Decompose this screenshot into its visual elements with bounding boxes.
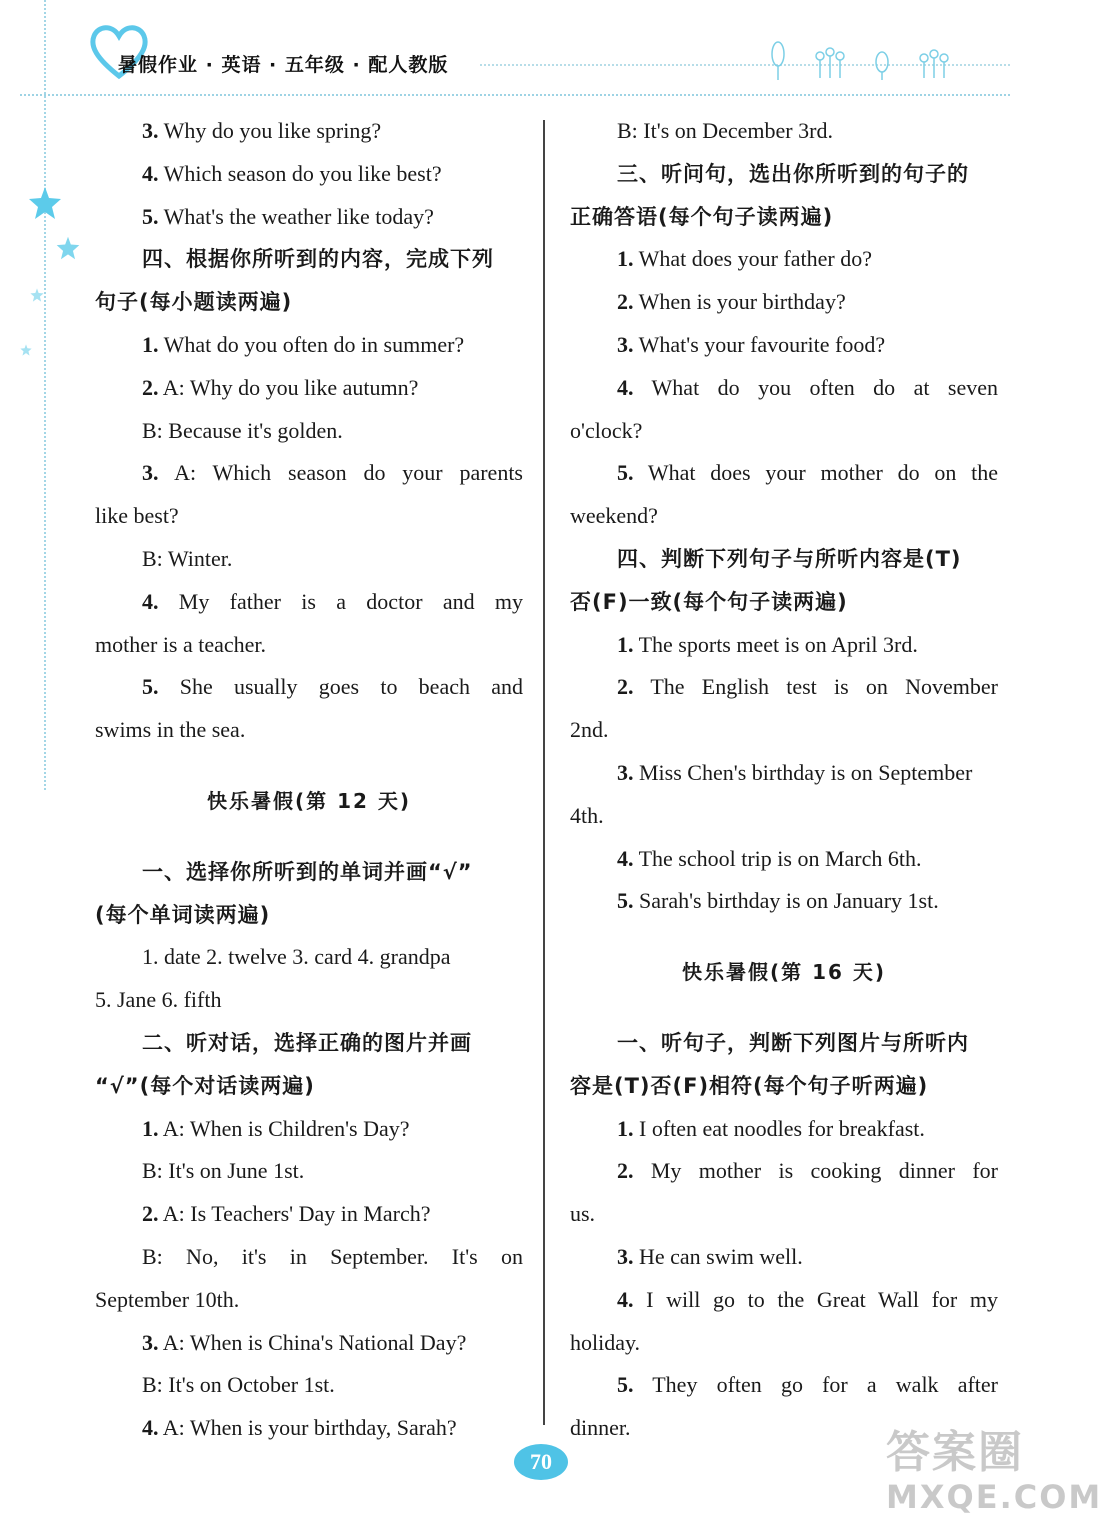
line-text: My mother is cooking dinner for (633, 1158, 998, 1184)
line-text: 三、听问句，选出你所听到的句子的 (617, 161, 969, 186)
item-number: 4. (617, 374, 634, 400)
text-line (95, 196, 523, 239)
line-text: B: Because it's golden. (142, 417, 343, 443)
text-line (95, 666, 523, 709)
line-text: 正确答语(每个句子读两遍) (570, 204, 834, 229)
line-text: o'clock? (570, 417, 643, 443)
text-line (570, 1150, 998, 1193)
item-number: 2. (617, 289, 634, 315)
section-title (95, 780, 523, 823)
line-text: A: When is your birthday, Sarah? (158, 1415, 457, 1441)
line-text: The school trip is on March 6th. (633, 845, 922, 871)
instruction-text (95, 894, 523, 937)
text-line (95, 709, 523, 752)
line-text: 快乐暑假(第 16 天) (681, 960, 887, 985)
line-text: 二、听对话，选择正确的图片并画 (142, 1030, 472, 1055)
line-text: 2nd. (570, 717, 609, 743)
line-text: 5. Jane 6. fifth (95, 987, 222, 1013)
line-text: A: Is Teachers' Day in March? (158, 1201, 431, 1227)
text-line (570, 367, 998, 410)
line-text: Why do you like spring? (158, 118, 382, 143)
text-line (95, 581, 523, 624)
text-line (95, 495, 523, 538)
line-text: A: When is China's National Day? (158, 1329, 467, 1355)
text-line (570, 880, 998, 923)
item-number: 4. (617, 1286, 634, 1312)
line-text: I will go to the Great Wall for my (633, 1286, 998, 1312)
text-line (570, 410, 998, 453)
text-line (570, 238, 998, 281)
text-line (570, 1279, 998, 1322)
text-line (570, 1322, 998, 1365)
line-text: September 10th. (95, 1286, 240, 1312)
text-line (570, 795, 998, 838)
item-number: 5. (617, 888, 634, 914)
line-text: 否(F)一致(每个句子读两遍) (570, 589, 848, 614)
left-column (95, 110, 523, 1450)
item-number: 3. (142, 118, 159, 143)
line-text: 四、根据你所听到的内容，完成下列 (142, 247, 494, 272)
line-text: swims in the sea. (95, 717, 246, 743)
item-number: 1. (617, 246, 634, 272)
text-line (95, 324, 523, 367)
star-icon (56, 236, 80, 260)
text-line (570, 452, 998, 495)
line-text: A: When is Children's Day? (158, 1115, 410, 1141)
line-text: us. (570, 1201, 596, 1227)
text-line (95, 1236, 523, 1279)
line-text: What do you often do at seven (633, 374, 998, 400)
instruction-text (95, 281, 523, 324)
line-text: When is your birthday? (633, 289, 846, 315)
line-text: “√”(每个对话读两遍) (95, 1073, 315, 1098)
item-number: 4. (617, 845, 634, 871)
line-text: What does your mother do on the (633, 460, 998, 486)
line-text: B: It's on October 1st. (142, 1372, 335, 1398)
item-number: 2. (142, 374, 159, 400)
star-icon (30, 288, 44, 302)
text-line (95, 1364, 523, 1407)
instruction-text (570, 538, 998, 581)
text-line (570, 1108, 998, 1151)
star-icon (20, 344, 32, 356)
text-line (95, 936, 523, 979)
line-text: Miss Chen's birthday is on September (633, 759, 973, 785)
line-text: 1. date 2. twelve 3. card 4. grandpa (142, 944, 451, 970)
star-icon (28, 186, 62, 220)
line-text: 句子(每小题读两遍) (95, 290, 293, 315)
text-line (95, 1322, 523, 1365)
line-text: (每个单词读两遍) (95, 902, 271, 927)
page-number: 70 (514, 1444, 568, 1480)
spacer (95, 752, 523, 780)
instruction-text (570, 153, 998, 196)
header-title: 暑假作业 · 英语 · 五年级 · 配人教版 (118, 54, 449, 76)
instruction-text (570, 581, 998, 624)
text-line (95, 452, 523, 495)
item-number: 2. (617, 674, 634, 700)
line-text: weekend? (570, 503, 658, 529)
text-line (570, 666, 998, 709)
instruction-text (95, 1065, 523, 1108)
line-text: B: Winter. (142, 545, 233, 571)
line-text: 快乐暑假(第 12 天) (206, 788, 412, 813)
item-number: 1. (617, 1115, 634, 1141)
watermark-text: 答案圈 (886, 1427, 1024, 1478)
line-text: 一、选择你所听到的单词并画“√” (142, 859, 473, 884)
text-line (95, 110, 523, 153)
watermark-url: MXQE.COM (886, 1478, 1102, 1516)
text-line (95, 367, 523, 410)
item-number: 2. (617, 1158, 634, 1184)
item-number: 3. (617, 1243, 634, 1269)
text-line (570, 624, 998, 667)
line-text: like best? (95, 503, 179, 529)
text-line (570, 838, 998, 881)
text-line (570, 110, 998, 153)
line-text: I often eat noodles for breakfast. (633, 1115, 925, 1141)
line-text: They often go for a walk after (633, 1372, 998, 1398)
text-line (95, 538, 523, 581)
spacer (570, 923, 998, 951)
text-line (570, 1193, 998, 1236)
line-text: holiday. (570, 1329, 641, 1355)
text-line (95, 153, 523, 196)
line-text: 容是(T)否(F)相符(每个句子听两遍) (570, 1073, 929, 1098)
item-number: 1. (617, 631, 634, 657)
item-number: 1. (142, 331, 159, 357)
margin-dotted-line (44, 0, 46, 790)
header-bottom-rule (20, 94, 1010, 96)
item-number: 4. (142, 1415, 159, 1441)
text-line (95, 624, 523, 667)
text-line (95, 1108, 523, 1151)
line-text: dinner. (570, 1415, 631, 1441)
item-number: 4. (142, 588, 159, 614)
item-number: 1. (142, 1115, 159, 1141)
line-text: My father is a doctor and my (158, 588, 523, 614)
text-line (570, 1364, 998, 1407)
text-line (570, 324, 998, 367)
item-number: 3. (142, 460, 159, 486)
line-text: She usually goes to beach and (158, 674, 523, 700)
text-line (95, 1150, 523, 1193)
item-number: 3. (617, 759, 634, 785)
text-line (570, 752, 998, 795)
instruction-text (95, 1022, 523, 1065)
item-number: 2. (142, 1201, 159, 1227)
line-text: What do you often do in summer? (158, 331, 465, 357)
line-text: mother is a teacher. (95, 631, 267, 657)
watermark-logo (886, 1416, 1102, 1528)
spacer (95, 823, 523, 851)
item-number: 5. (142, 674, 159, 700)
instruction-text (570, 196, 998, 239)
line-text: B: It's on December 3rd. (617, 118, 833, 143)
text-line (95, 1407, 523, 1450)
line-text: Which season do you like best? (158, 160, 442, 186)
spacer (570, 994, 998, 1022)
column-divider (543, 120, 545, 1425)
line-text: A: Which season do your parents (158, 460, 523, 486)
line-text: Sarah's birthday is on January 1st. (633, 888, 939, 914)
line-text: 四、判断下列句子与所听内容是(T) (617, 546, 962, 571)
instruction-text (570, 1065, 998, 1108)
instruction-text (95, 238, 523, 281)
text-line (95, 1193, 523, 1236)
line-text: The English test is on November (633, 674, 998, 700)
line-text: B: No, it's in September. It's on (142, 1243, 523, 1269)
item-number: 4. (142, 160, 159, 186)
text-line (570, 495, 998, 538)
line-text: 4th. (570, 802, 604, 828)
text-line (95, 979, 523, 1022)
instruction-text (95, 851, 523, 894)
text-line (95, 1279, 523, 1322)
line-text: The sports meet is on April 3rd. (633, 631, 918, 657)
item-number: 3. (142, 1329, 159, 1355)
line-text: What's the weather like today? (158, 203, 434, 229)
page-header (0, 0, 1034, 110)
trees-decoration-icon (760, 38, 960, 82)
line-text: He can swim well. (633, 1243, 803, 1269)
text-line (570, 709, 998, 752)
line-text: 一、听句子，判断下列图片与所听内 (617, 1030, 969, 1055)
instruction-text (570, 1022, 998, 1065)
text-line (95, 410, 523, 453)
item-number: 5. (617, 1372, 634, 1398)
text-line (570, 281, 998, 324)
line-text: What's your favourite food? (633, 331, 886, 357)
text-line (570, 1236, 998, 1279)
line-text: B: It's on June 1st. (142, 1158, 305, 1184)
item-number: 5. (617, 460, 634, 486)
right-column (570, 110, 998, 1450)
line-text: What does your father do? (633, 246, 872, 272)
item-number: 5. (142, 203, 159, 229)
line-text: A: Why do you like autumn? (158, 374, 419, 400)
section-title (570, 951, 998, 994)
item-number: 3. (617, 331, 634, 357)
